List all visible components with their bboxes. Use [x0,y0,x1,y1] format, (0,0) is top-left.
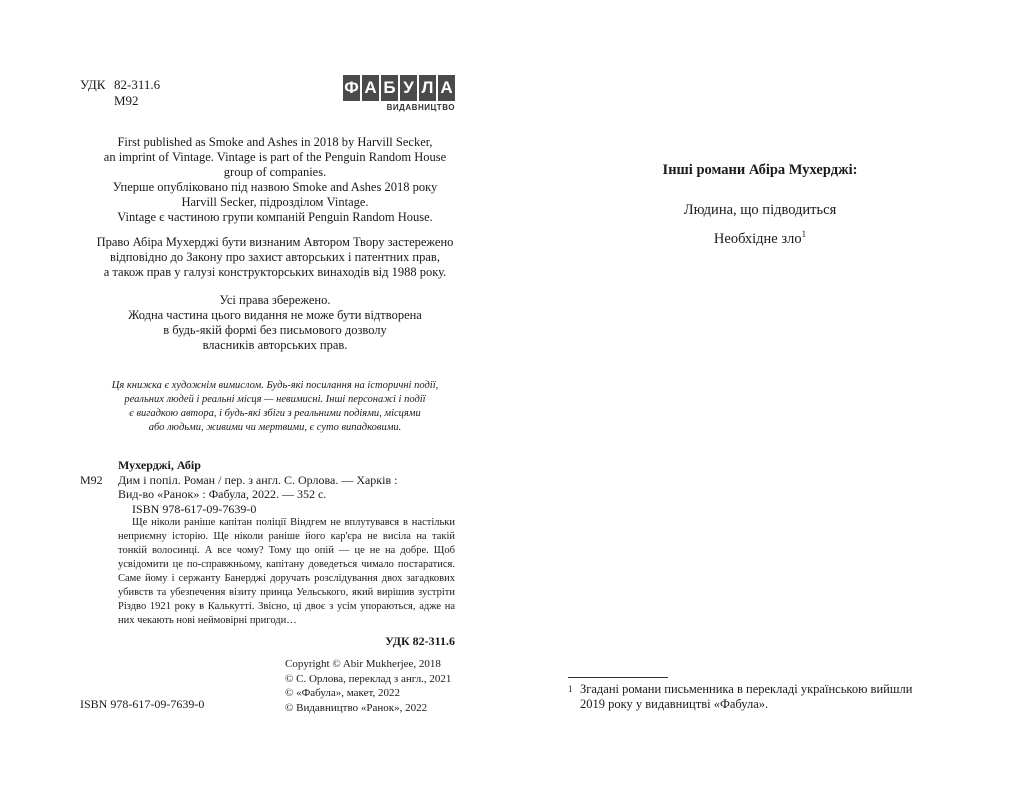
text-line: відповідно до Закону про захист авторських і патентних прав, [110,250,440,264]
bib-udk: УДК 82-311.6 [385,634,455,648]
footnote [568,682,958,712]
novel-title: Людина, що підводиться [683,202,837,218]
udk-classification [80,77,160,109]
text-line: Harvill Secker, підрозділом Vintage. [181,195,369,209]
logo-letter: Л [419,75,436,101]
text-line: Уперше опубліковано під назвою Smoke and Ashes 2018 року [112,180,438,194]
footnote-ref: 1 [801,229,807,239]
text-line: або людьми, живими чи мертвими, є суто випадковими. [148,422,402,433]
footnote-marker: 1 [568,684,573,694]
text-line: group of companies. [223,165,327,179]
fiction-disclaimer [80,379,470,435]
footnote-line: 2019 року у видавництві «Фабула». [580,697,769,711]
text-line: є вигадкою автора, і будь-які збіги з реальними подіями, місцями [129,408,421,419]
first-published-ua [80,180,470,225]
logo-letter: А [362,75,379,101]
author-rights [80,235,470,280]
logo-letter: Ф [343,75,360,101]
text-line: в будь-якій формі без письмового дозволу [163,323,387,337]
footnote-line: Згадані романи письменника в перекладі українською вийшли [580,682,913,696]
bib-description-2: Вид-во «Ранок» : Фабула, 2022. — 352 с. [118,487,327,501]
bibliographic-record [80,458,455,649]
text-line: реальних людей і реальні місця — невимисні. Інші персонажі і події [124,394,426,405]
bib-mark: М92 [80,472,103,487]
copyright-line: © С. Орлова, переклад з англ., 2021 [285,672,452,685]
copyright-line: © «Фабула», макет, 2022 [285,687,400,699]
text-line: а також прав у галузі конструкторських винаходів від 1988 року. [103,265,447,279]
logo-subtitle: ВИДАВНИЦТВО [386,103,455,112]
text-line: власників авторських прав. [202,338,348,352]
copyright-line: Copyright © Abir Mukherjee, 2018 [285,658,441,670]
first-published-en [80,135,470,180]
text-line: an imprint of Vintage. Vintage is part of the Penguin Random House [103,150,447,164]
logo-letter: Б [381,75,398,101]
bib-author: Мухерджі, Абір [118,458,201,472]
logo-letter: У [400,75,417,101]
text-line: Право Абіра Мухерджі бути визнаним Автором Твору застережено [96,235,454,249]
text-line: Усі права збережено. [219,293,331,307]
udk-code: 82-311.6 [114,77,161,92]
text-line: Vintage є частиною групи компаній Penguin Random House. [117,210,433,224]
novel-title-with-footnote [600,229,920,248]
text-line: Ця книжка є художнім вимислом. Будь-які посилання на історичні події, [111,380,439,391]
novel-title: Необхідне зло [713,230,802,247]
udk-label: УДК [80,77,106,92]
bib-description-1: Дим і попіл. Роман / пер. з англ. С. Орлова. — Харків : [118,472,398,487]
copyright-line: © Видавництво «Ранок», 2022 [285,701,428,714]
author-mark: М92 [114,93,139,108]
logo-letter: А [438,75,455,101]
isbn-bottom: ISBN 978-617-09-7639-0 [80,697,205,711]
footnote-rule [568,677,668,678]
publisher-logo [343,75,455,113]
copyright-block [285,657,451,715]
bib-isbn: ISBN 978-617-09-7639-0 [132,501,257,516]
text-line: Жодна частина цього видання не може бути відтворена [128,308,422,322]
rights-reserved [80,293,470,353]
other-novels-heading: Інші романи Абіра Мухерджі: [662,162,858,178]
text-line: First published as Smoke and Ashes in 2018 by Harvill Secker, [117,135,433,149]
footnote-text [580,682,912,712]
bib-annotation: Ще ніколи раніше капітан поліції Віндгем не вплутувався в настільки неприємну історію. Ще ніколи раніше його кар'єра не висіла на такій тонкій волосинці. А все чому? Тому що опій — це не на добре. Щоб усвідомити це по-справжньому, капітану доведеться чимало постаратися. Саме йому і сержанту Банерджі доручать розслідування двох загадкових убивств та убезпечення візиту принца Уельського, який вирішив зустріти Різдво 1921 року в Калькутті. Звісно, ці двоє з усім упораються, адже на них чекають нові неймовірні пригоди… [118,517,455,626]
